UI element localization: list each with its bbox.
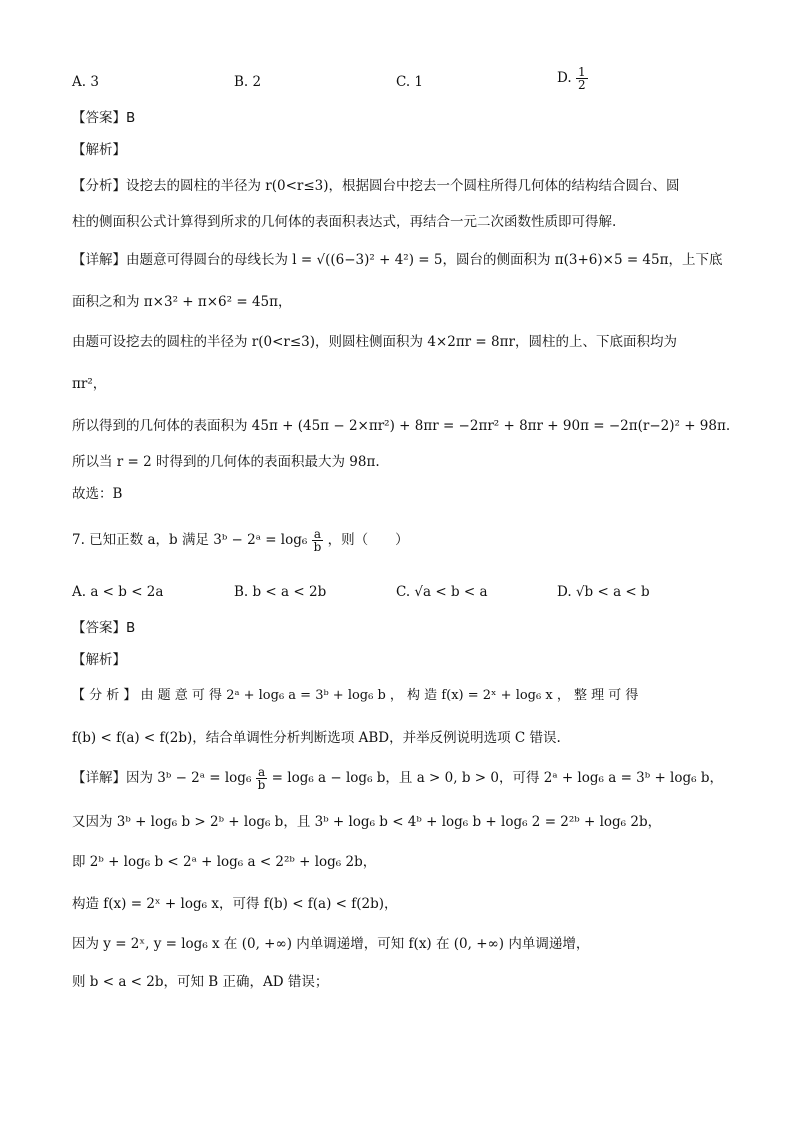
q7-option-d: D. √b < a < b xyxy=(557,584,650,600)
q6-fenxi-line-2: 柱的侧面积公式计算得到所求的几何体的表面积表达式，再结合一元二次函数性质即可得解. xyxy=(72,214,617,230)
q6-detail-line-3: 由题可设挖去的圆柱的半径为 r(0<r≤3)，则圆柱侧面积为 4×2πr = 8πr，圆柱的上、下底面积均为 xyxy=(72,334,677,350)
q6-option-d-denominator: 2 xyxy=(577,78,586,92)
q7-answer: 【答案】B xyxy=(72,620,136,636)
q6-option-b: B. 2 xyxy=(234,74,262,90)
q6-detail-line-6: 所以当 r = 2 时得到的几何体的表面积最大为 98π. xyxy=(72,454,380,470)
q7-stem-denominator: b xyxy=(313,540,322,554)
q6-option-d-numerator: 1 xyxy=(577,65,586,79)
q6-option-d xyxy=(557,66,588,91)
q7-option-c: C. √a < b < a xyxy=(396,584,488,600)
q6-choice: 故选：B xyxy=(72,486,123,502)
q6-option-d-prefix: D. xyxy=(557,70,572,86)
q7-stem-numerator: a xyxy=(312,528,324,541)
q7-analysis-heading: 【解析】 xyxy=(72,652,126,668)
q7-detail-1-numerator: a xyxy=(256,766,268,779)
q6-detail-line-2: 面积之和为 π×3² + π×6² = 45π， xyxy=(72,294,292,310)
q7-stem-prefix: 7. 已知正数 a，b 满足 3ᵇ − 2ᵃ = log₆ xyxy=(72,532,308,548)
q7-detail-1-denominator: b xyxy=(257,778,266,792)
q6-option-c: C. 1 xyxy=(396,74,424,90)
q7-fenxi-line-2: f(b) < f(a) < f(2b)，结合单调性分析判断选项 ABD，并举反例说明选项 C 错误. xyxy=(72,730,561,746)
q6-fenxi-line-1: 【分析】设挖去的圆柱的半径为 r(0<r≤3)，根据圆台中挖去一个圆柱所得几何体的结构结合圆台、圆 xyxy=(72,178,680,194)
q6-detail-line-4: πr²， xyxy=(72,376,107,392)
q7-detail-line-3: 即 2ᵇ + log₆ b < 2ᵃ + log₆ a < 2²ᵇ + log₆ 2b， xyxy=(72,854,377,870)
q7-option-a: A. a < b < 2a xyxy=(72,584,164,600)
q7-detail-line-2: 又因为 3ᵇ + log₆ b > 2ᵇ + log₆ b，且 3ᵇ + log₆ b < 4ᵇ + log₆ b + log₆ 2 = 2²ᵇ + log₆ 2b， xyxy=(72,814,662,830)
q7-fenxi-line-1: 【 分 析 】 由 题 意 可 得 2ᵃ + log₆ a = 3ᵇ + log₆ b ， 构 造 f(x) = 2ˣ + log₆ x ， 整 理 可 得 xyxy=(72,688,639,703)
q7-detail-1-prefix: 【详解】因为 3ᵇ − 2ᵃ = log₆ xyxy=(72,770,252,786)
q6-answer: 【答案】B xyxy=(72,110,136,126)
q7-stem-suffix: ，则（ ） xyxy=(327,532,409,548)
q6-detail-line-5: 所以得到的几何体的表面积为 45π + (45π − 2×πr²) + 8πr = −2πr² + 8πr + 90π = −2π(r−2)² + 98π. xyxy=(72,418,731,434)
q7-detail-line-4: 构造 f(x) = 2ˣ + log₆ x，可得 f(b) < f(a) < f(2b)， xyxy=(72,896,398,912)
q6-option-a: A. 3 xyxy=(72,74,99,90)
q7-option-b: B. b < a < 2b xyxy=(234,584,327,600)
q6-detail-line-1: 【详解】由题意可得圆台的母线长为 l = √((6−3)² + 4²) = 5，圆台的侧面积为 π(3+6)×5 = 45π，上下底 xyxy=(72,252,723,268)
q7-stem xyxy=(72,528,409,553)
q7-stem-fraction xyxy=(312,528,324,553)
q7-detail-line-1 xyxy=(72,766,723,791)
q6-option-d-fraction xyxy=(576,66,588,91)
q6-analysis-heading: 【解析】 xyxy=(72,142,126,158)
q7-detail-line-6: 则 b < a < 2b，可知 B 正确，AD 错误； xyxy=(72,974,329,990)
q7-detail-1-fraction xyxy=(256,766,268,791)
q7-detail-line-5: 因为 y = 2ˣ, y = log₆ x 在 (0, +∞) 内单调递增，可知 f(x) 在 (0, +∞) 内单调递增， xyxy=(72,936,590,952)
q7-detail-1-suffix: = log₆ a − log₆ b，且 a > 0, b > 0，可得 2ᵃ + log₆ a = 3ᵇ + log₆ b， xyxy=(271,770,723,786)
